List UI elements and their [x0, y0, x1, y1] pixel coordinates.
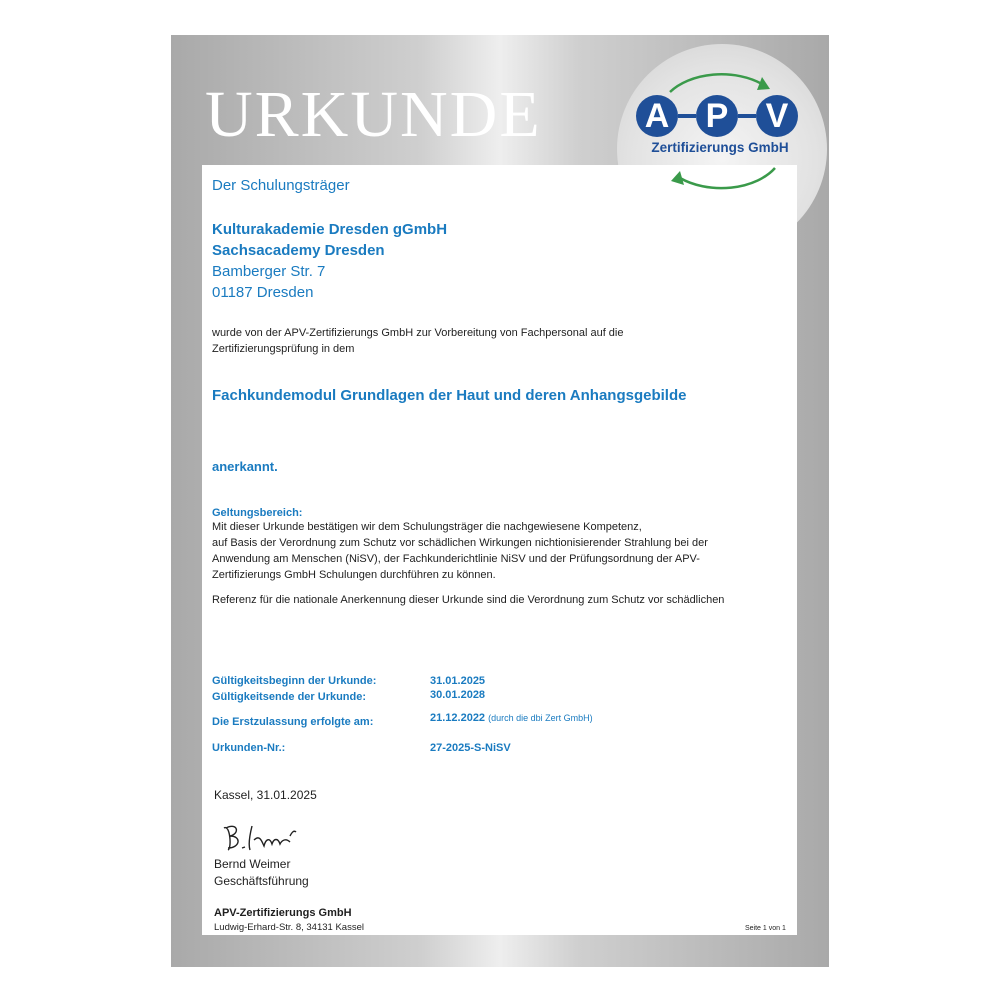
signatory-name: Bernd Weimer: [214, 857, 291, 871]
provider-street: Bamberger Str. 7: [212, 263, 326, 280]
scope-label: Geltungsbereich:: [212, 507, 303, 519]
logo-letter-p: P: [696, 95, 738, 137]
place-date: Kassel, 31.01.2025: [214, 788, 317, 802]
module-title: Fachkundemodul Grundlagen der Haut und deren Anhangsgebilde: [212, 387, 687, 404]
page-number: Seite 1 von 1: [745, 925, 786, 932]
certificate-heading: URKUNDE: [205, 78, 542, 151]
certificate-number-label: Urkunden-Nr.:: [212, 742, 286, 754]
scope-line: auf Basis der Verordnung zum Schutz vor schädlichen Wirkungen nichtionisierender Strahlung bei der: [212, 537, 708, 549]
statement-line-1: wurde von der APV-Zertifizierungs GmbH zur Vorbereitung von Fachpersonal auf die: [212, 327, 624, 339]
footer-company: APV-Zertifizierungs GmbH: [214, 907, 352, 919]
validity-start-label: Gültigkeitsbeginn der Urkunde:: [212, 675, 377, 687]
first-approval-date: 21.12.2022: [430, 712, 486, 724]
scope-line: Anwendung am Menschen (NiSV), der Fachkunderichtlinie NiSV und der Prüfungsordnung der APV-: [212, 553, 700, 565]
signatory-role: Geschäftsführung: [214, 874, 309, 888]
scope-line: Mit dieser Urkunde bestätigen wir dem Schulungsträger die nachgewiesene Kompetenz,: [212, 521, 642, 533]
validity-start-value: 31.01.2025: [430, 675, 486, 687]
signature-icon: [220, 820, 300, 855]
first-approval-value: [430, 712, 593, 724]
footer-address: Ludwig-Erhard-Str. 8, 34131 Kassel: [214, 922, 364, 933]
logo-letter-v: V: [756, 95, 798, 137]
intro-text: Der Schulungsträger: [212, 177, 350, 194]
validity-end-label: Gültigkeitsende der Urkunde:: [212, 691, 367, 703]
validity-end-value: 30.01.2028: [430, 689, 486, 701]
apv-logo: [636, 95, 798, 137]
statement-line-2: Zertifizierungsprüfung in dem: [212, 343, 355, 355]
provider-name: Kulturakademie Dresden gGmbH: [212, 221, 448, 238]
logo-divider: [678, 114, 696, 118]
logo-subtitle: Zertifizierungs GmbH: [651, 140, 789, 155]
logo-divider: [738, 114, 756, 118]
recognized-text: anerkannt.: [212, 459, 278, 474]
first-approval-label: Die Erstzulassung erfolgte am:: [212, 716, 374, 728]
scope-line: Zertifizierungs GmbH Schulungen durchführen zu können.: [212, 569, 496, 581]
certificate-number-value: 27-2025-S-NiSV: [430, 742, 511, 754]
provider-name-2: Sachsacademy Dresden: [212, 242, 385, 259]
first-approval-note: (durch die dbi Zert GmbH): [488, 713, 593, 723]
logo-letter-a: A: [636, 95, 678, 137]
scope-reference: Referenz für die nationale Anerkennung dieser Urkunde sind die Verordnung zum Schutz vor schädlichen: [212, 594, 725, 606]
provider-city: 01187 Dresden: [212, 284, 314, 301]
